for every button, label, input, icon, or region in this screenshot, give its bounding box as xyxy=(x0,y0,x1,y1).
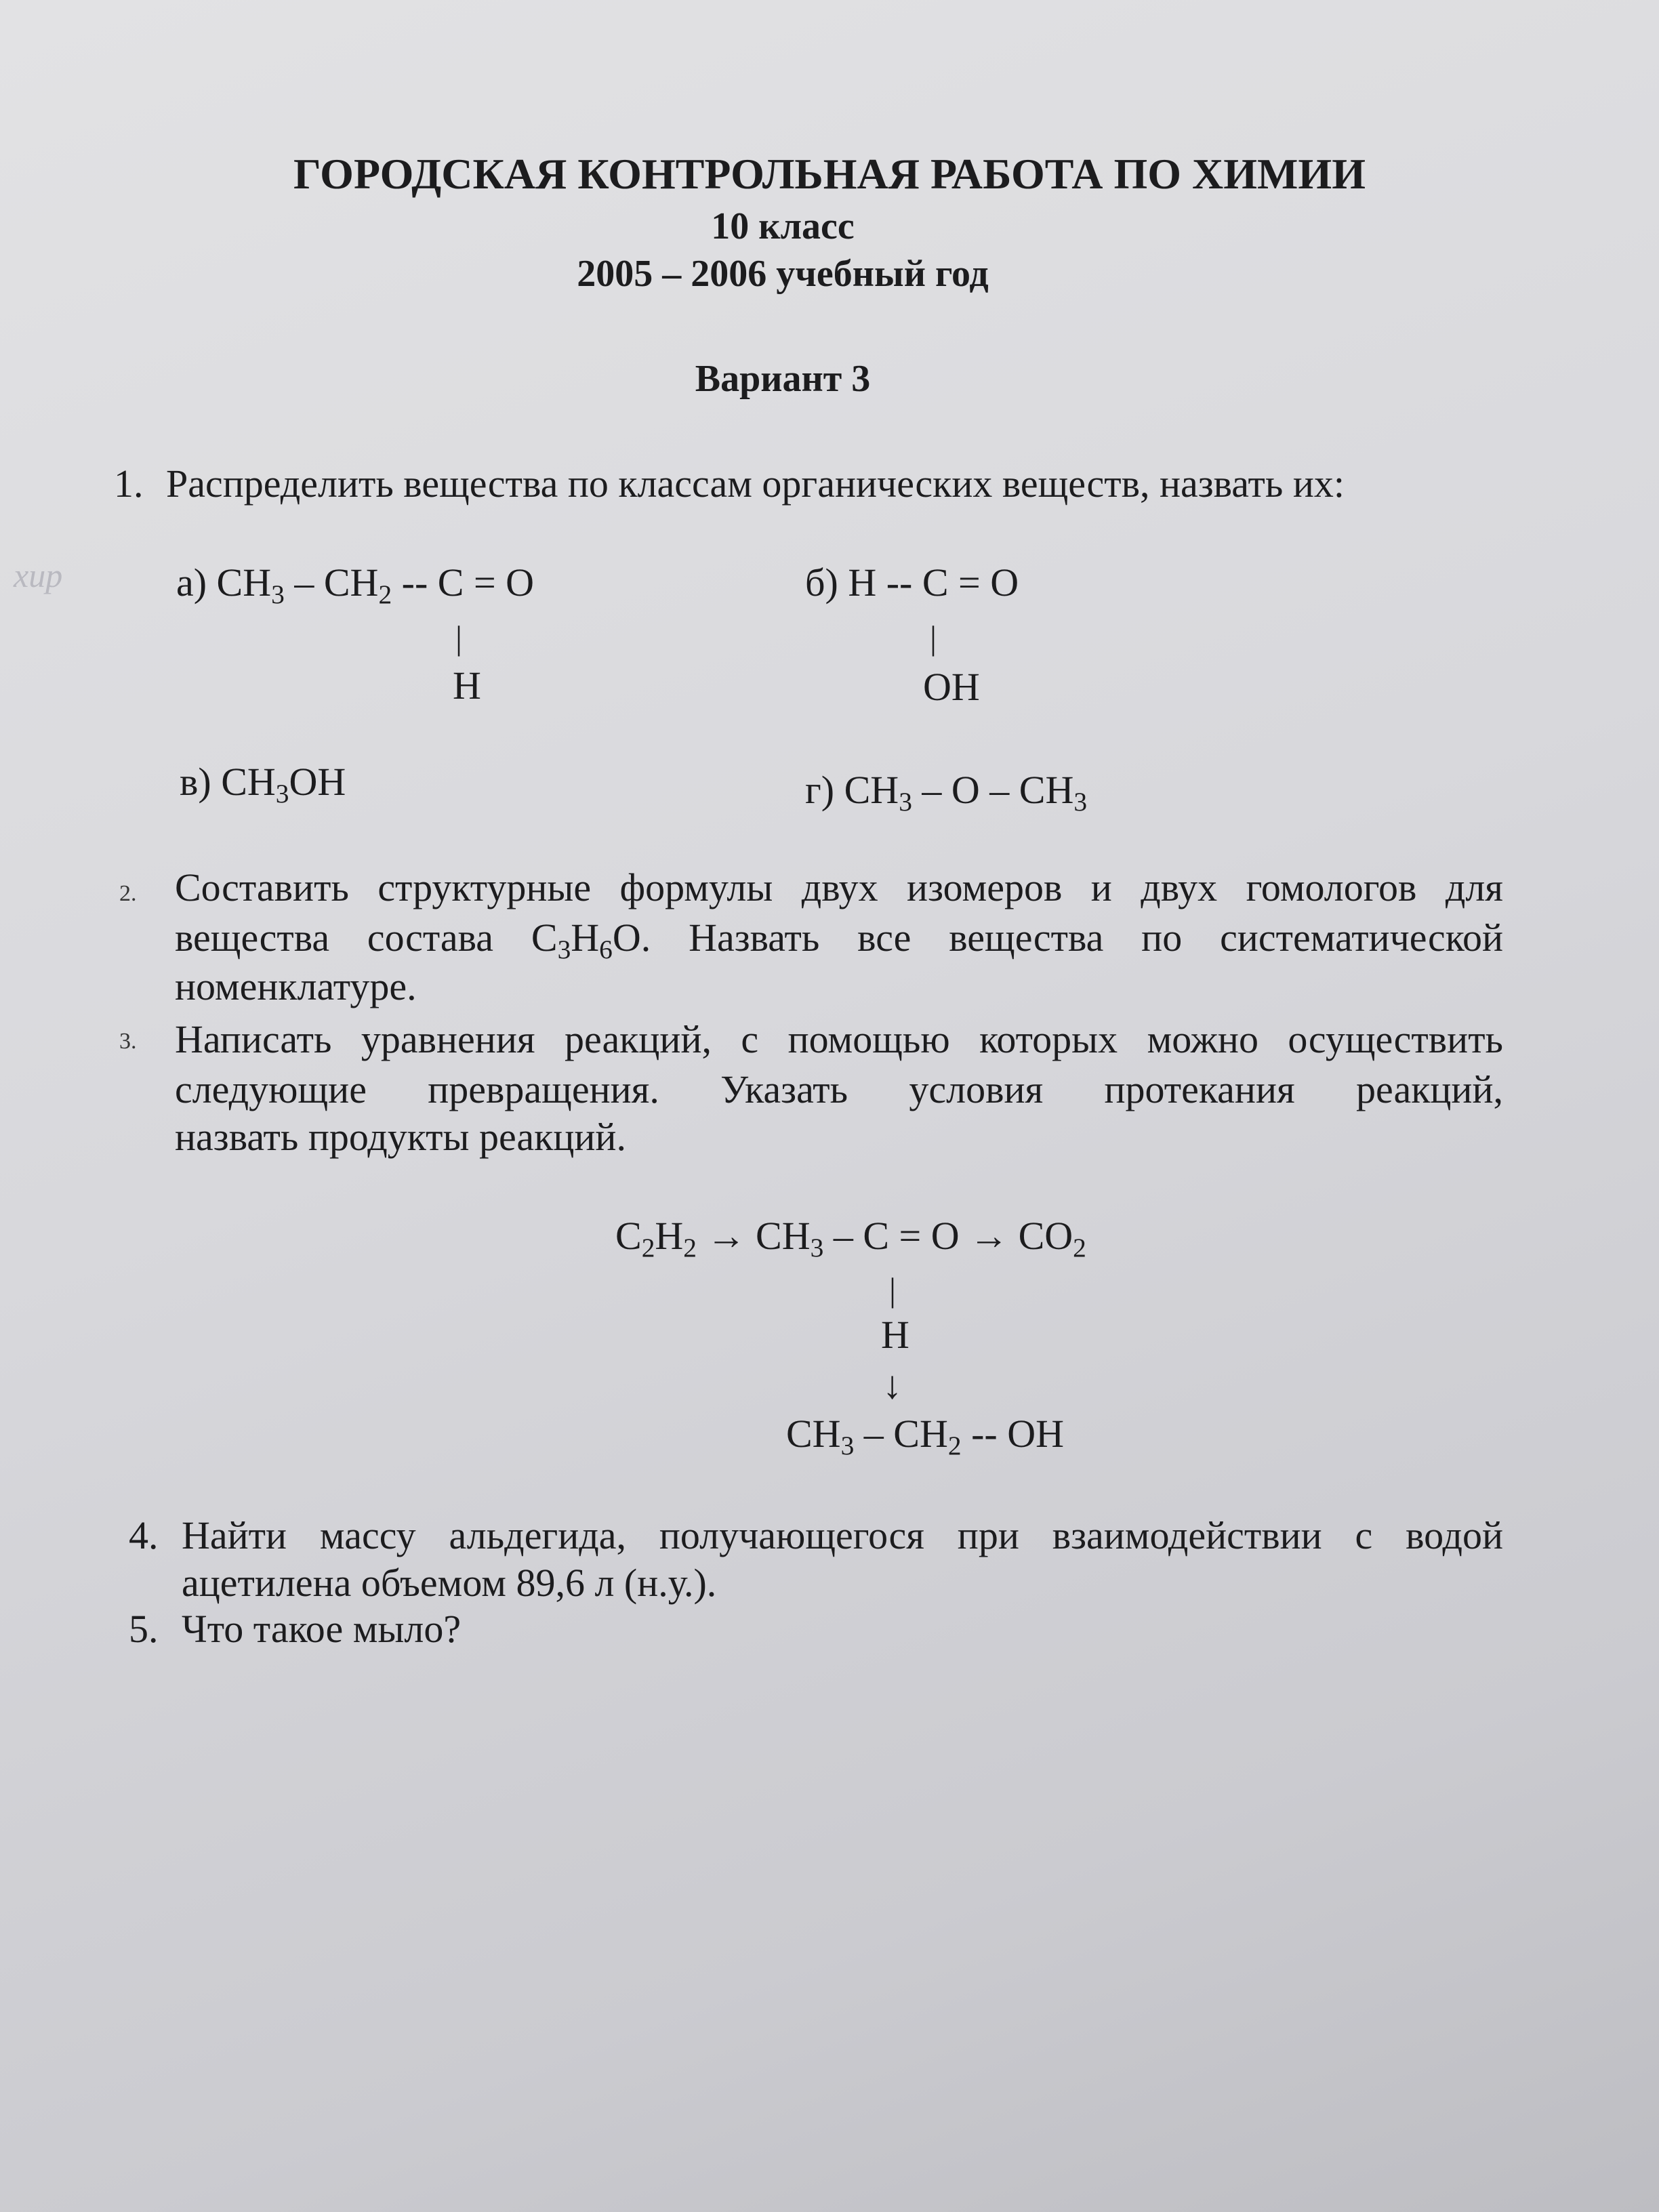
scheme-bond: | xyxy=(889,1271,897,1309)
task1-text: Распределить вещества по классам органических веществ, назвать их: xyxy=(166,462,1345,506)
task2-line3: номенклатуре. xyxy=(175,964,417,1008)
scheme-h: H xyxy=(881,1313,909,1357)
formula-a: а) $CH_3 - CH_2 -- C = O$ xyxy=(176,560,535,610)
formula-a-h: H xyxy=(453,663,481,708)
task1-number: 1. xyxy=(114,462,144,506)
task5-number: 5. xyxy=(129,1607,159,1651)
scheme-bottom: $CH_3 - CH_2$ -- OH xyxy=(786,1412,1064,1461)
task4-number: 4. xyxy=(129,1513,159,1557)
formula-v: в) $CH_3OH$ xyxy=(180,760,346,809)
formula-g: г) $CH_3$ – O – $CH_3$ xyxy=(805,768,1088,817)
task2-line2: вещества состава $C_3H_6O$. Назвать все вещества по систематической xyxy=(175,916,1503,965)
scheme-main: $C_2H_2 \to CH_3 - C = O \to CO_2$ xyxy=(615,1214,1086,1263)
school-year: 2005 – 2006 учебный год xyxy=(577,253,989,295)
formula-b-oh: OH xyxy=(923,665,980,709)
grade-label: 10 класс xyxy=(711,205,855,247)
task5-text: Что такое мыло? xyxy=(182,1607,462,1651)
task3-line3: назвать продукты реакций. xyxy=(175,1115,626,1159)
task3-line1: Написать уравнения реакций, с помощью которых можно осуществить xyxy=(175,1017,1503,1061)
task4-line2: ацетилена объемом 89,6 л (н.у.). xyxy=(182,1561,717,1605)
task3-line2: следующие превращения. Указать условия протекания реакций, xyxy=(175,1067,1503,1111)
page-title: ГОРОДСКАЯ КОНТРОЛЬНАЯ РАБОТА ПО ХИМИИ xyxy=(293,150,1366,198)
scheme-arrow-down: ↓ xyxy=(882,1363,902,1407)
formula-a-bond: | xyxy=(455,619,463,657)
task3-number: 3. xyxy=(119,1029,137,1054)
task2-line1: Составить структурные формулы двух изомеров и двух гомологов для xyxy=(175,865,1503,909)
formula-b-bond: | xyxy=(930,619,937,657)
task4-line1: Найти массу альдегида, получающегося при взаимодействии с водой xyxy=(182,1513,1503,1557)
task2-number: 2. xyxy=(119,881,137,906)
margin-note: хир xyxy=(14,556,63,594)
formula-b: б) H -- C = O xyxy=(805,560,1019,605)
variant-label: Вариант 3 xyxy=(695,358,871,400)
